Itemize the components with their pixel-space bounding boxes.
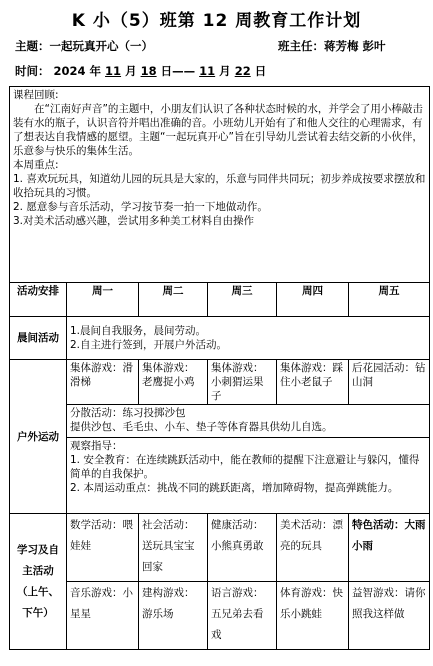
- time-end-mid: 月: [219, 64, 231, 78]
- study-mon-1: 数学活动：喂娃娃: [67, 514, 139, 582]
- time-sep: 日——: [160, 64, 196, 78]
- outdoor-game-tue: 集体游戏：老鹰捉小鸡: [139, 360, 208, 405]
- morning-item: 1.晨间自我服务，晨间劳动。: [70, 325, 207, 337]
- plan-table: [9, 86, 430, 650]
- scattered-title: 分散活动：练习投掷沙包: [70, 407, 186, 419]
- outdoor-label: 户外运动: [10, 360, 67, 514]
- review-body: 在“江南好声音”的主题中，小朋友们认识了各种状态时候的水，并学会了用小棒敲击装有水的瓶子，认识音符并唱出准确的音。小班幼儿开始有了和他人交往的心理需求，有了想表达自我情感的愿望。主题“一起玩真开心”旨在引导幼儿尝试着去结交新的小伙伴，乐意参与快乐的集体生活。: [13, 103, 423, 157]
- scattered-desc: 提供沙包、毛毛虫、小车、垫子等体育器具供幼儿自选。: [70, 421, 333, 433]
- study-thu-2: 体育游戏：快乐小跳蛙: [277, 582, 349, 650]
- study-label: 学习及自主活动（上午、下午）: [10, 514, 67, 650]
- time-end-month: 11: [199, 64, 216, 78]
- outdoor-game-wed: 集体游戏：小刺猬运果子: [208, 360, 277, 405]
- time-start-day: 18: [140, 64, 157, 78]
- study-wed-2: 语言游戏：五兄弟去看戏: [208, 582, 277, 650]
- scattered-cell: [67, 405, 430, 438]
- teacher-value: 蒋芳梅 彭叶: [324, 39, 386, 53]
- page-title: K 小（5）班第 12 周教育工作计划: [71, 11, 362, 31]
- guidance-item: 2. 本周运动重点：挑战不同的跳跃距离，增加障碍物，提高弹跳能力。: [70, 482, 399, 494]
- time-line: [15, 63, 266, 79]
- outdoor-game-mon: 集体游戏：滑滑梯: [67, 360, 139, 405]
- schedule-header-row: [10, 283, 430, 317]
- guidance-cell: [67, 438, 430, 514]
- study-wed-1: 健康活动：小熊真勇敢: [208, 514, 277, 582]
- guidance-item: 1. 安全教育：在连续跳跃活动中，能在教师的提醒下注意避让与躲闪，懂得简单的自我保护。: [70, 454, 420, 480]
- focus-heading: 本周重点:: [13, 159, 59, 171]
- morning-label: 晨间活动: [10, 317, 67, 360]
- header-tue: 周二: [139, 283, 208, 317]
- theme-value: 一起玩真开心（一）: [49, 39, 153, 53]
- time-label: 时间：: [15, 64, 50, 78]
- review-heading: 课程回顾:: [13, 89, 59, 101]
- header-fri: 周五: [349, 283, 430, 317]
- outdoor-game-fri: 后花园活动：钻山洞: [349, 360, 430, 405]
- guidance-title: 观察指导：: [70, 440, 123, 452]
- study-tue-2: 建构游戏：游乐场: [139, 582, 208, 650]
- time-start-mid: 月: [125, 64, 137, 78]
- theme-line: [15, 38, 153, 54]
- study-thu-1: 美术活动：漂亮的玩具: [277, 514, 349, 582]
- header-wed: 周三: [208, 283, 277, 317]
- header-mon: 周一: [67, 283, 139, 317]
- morning-item: 2.自主进行签到，开展户外活动。: [70, 339, 228, 351]
- morning-cell: [67, 317, 430, 360]
- time-year: 2024 年: [53, 64, 102, 78]
- outdoor-game-thu: 集体游戏：踩住小老鼠子: [277, 360, 349, 405]
- header-activity: 活动安排: [10, 283, 67, 317]
- course-review-cell: [10, 87, 430, 283]
- theme-label: 主题：: [15, 39, 50, 53]
- study-mon-2: 音乐游戏：小星星: [67, 582, 139, 650]
- time-start-month: 11: [105, 64, 122, 78]
- study-tue-1: 社会活动：送玩具宝宝回家: [139, 514, 208, 582]
- focus-item: 1. 喜欢玩玩具，知道幼儿园的玩具是大家的，乐意与同伴共同玩；初步养成按要求摆放和收拾玩具的习惯。: [13, 173, 426, 199]
- focus-item: 3.对美术活动感兴趣，尝试用多种美工材料自由操作: [13, 215, 255, 227]
- time-end-day: 22: [234, 64, 251, 78]
- focus-item: 2. 愿意参与音乐活动，学习按节奏一拍一下地做动作。: [13, 201, 268, 213]
- teacher-line: [278, 38, 386, 54]
- teacher-label: 班主任：: [278, 39, 324, 53]
- study-fri-2: 益智游戏：请你照我这样做: [349, 582, 430, 650]
- header-thu: 周四: [277, 283, 349, 317]
- study-fri-1: 特色活动：大雨小雨: [349, 514, 430, 582]
- time-end-suffix: 日: [254, 64, 267, 78]
